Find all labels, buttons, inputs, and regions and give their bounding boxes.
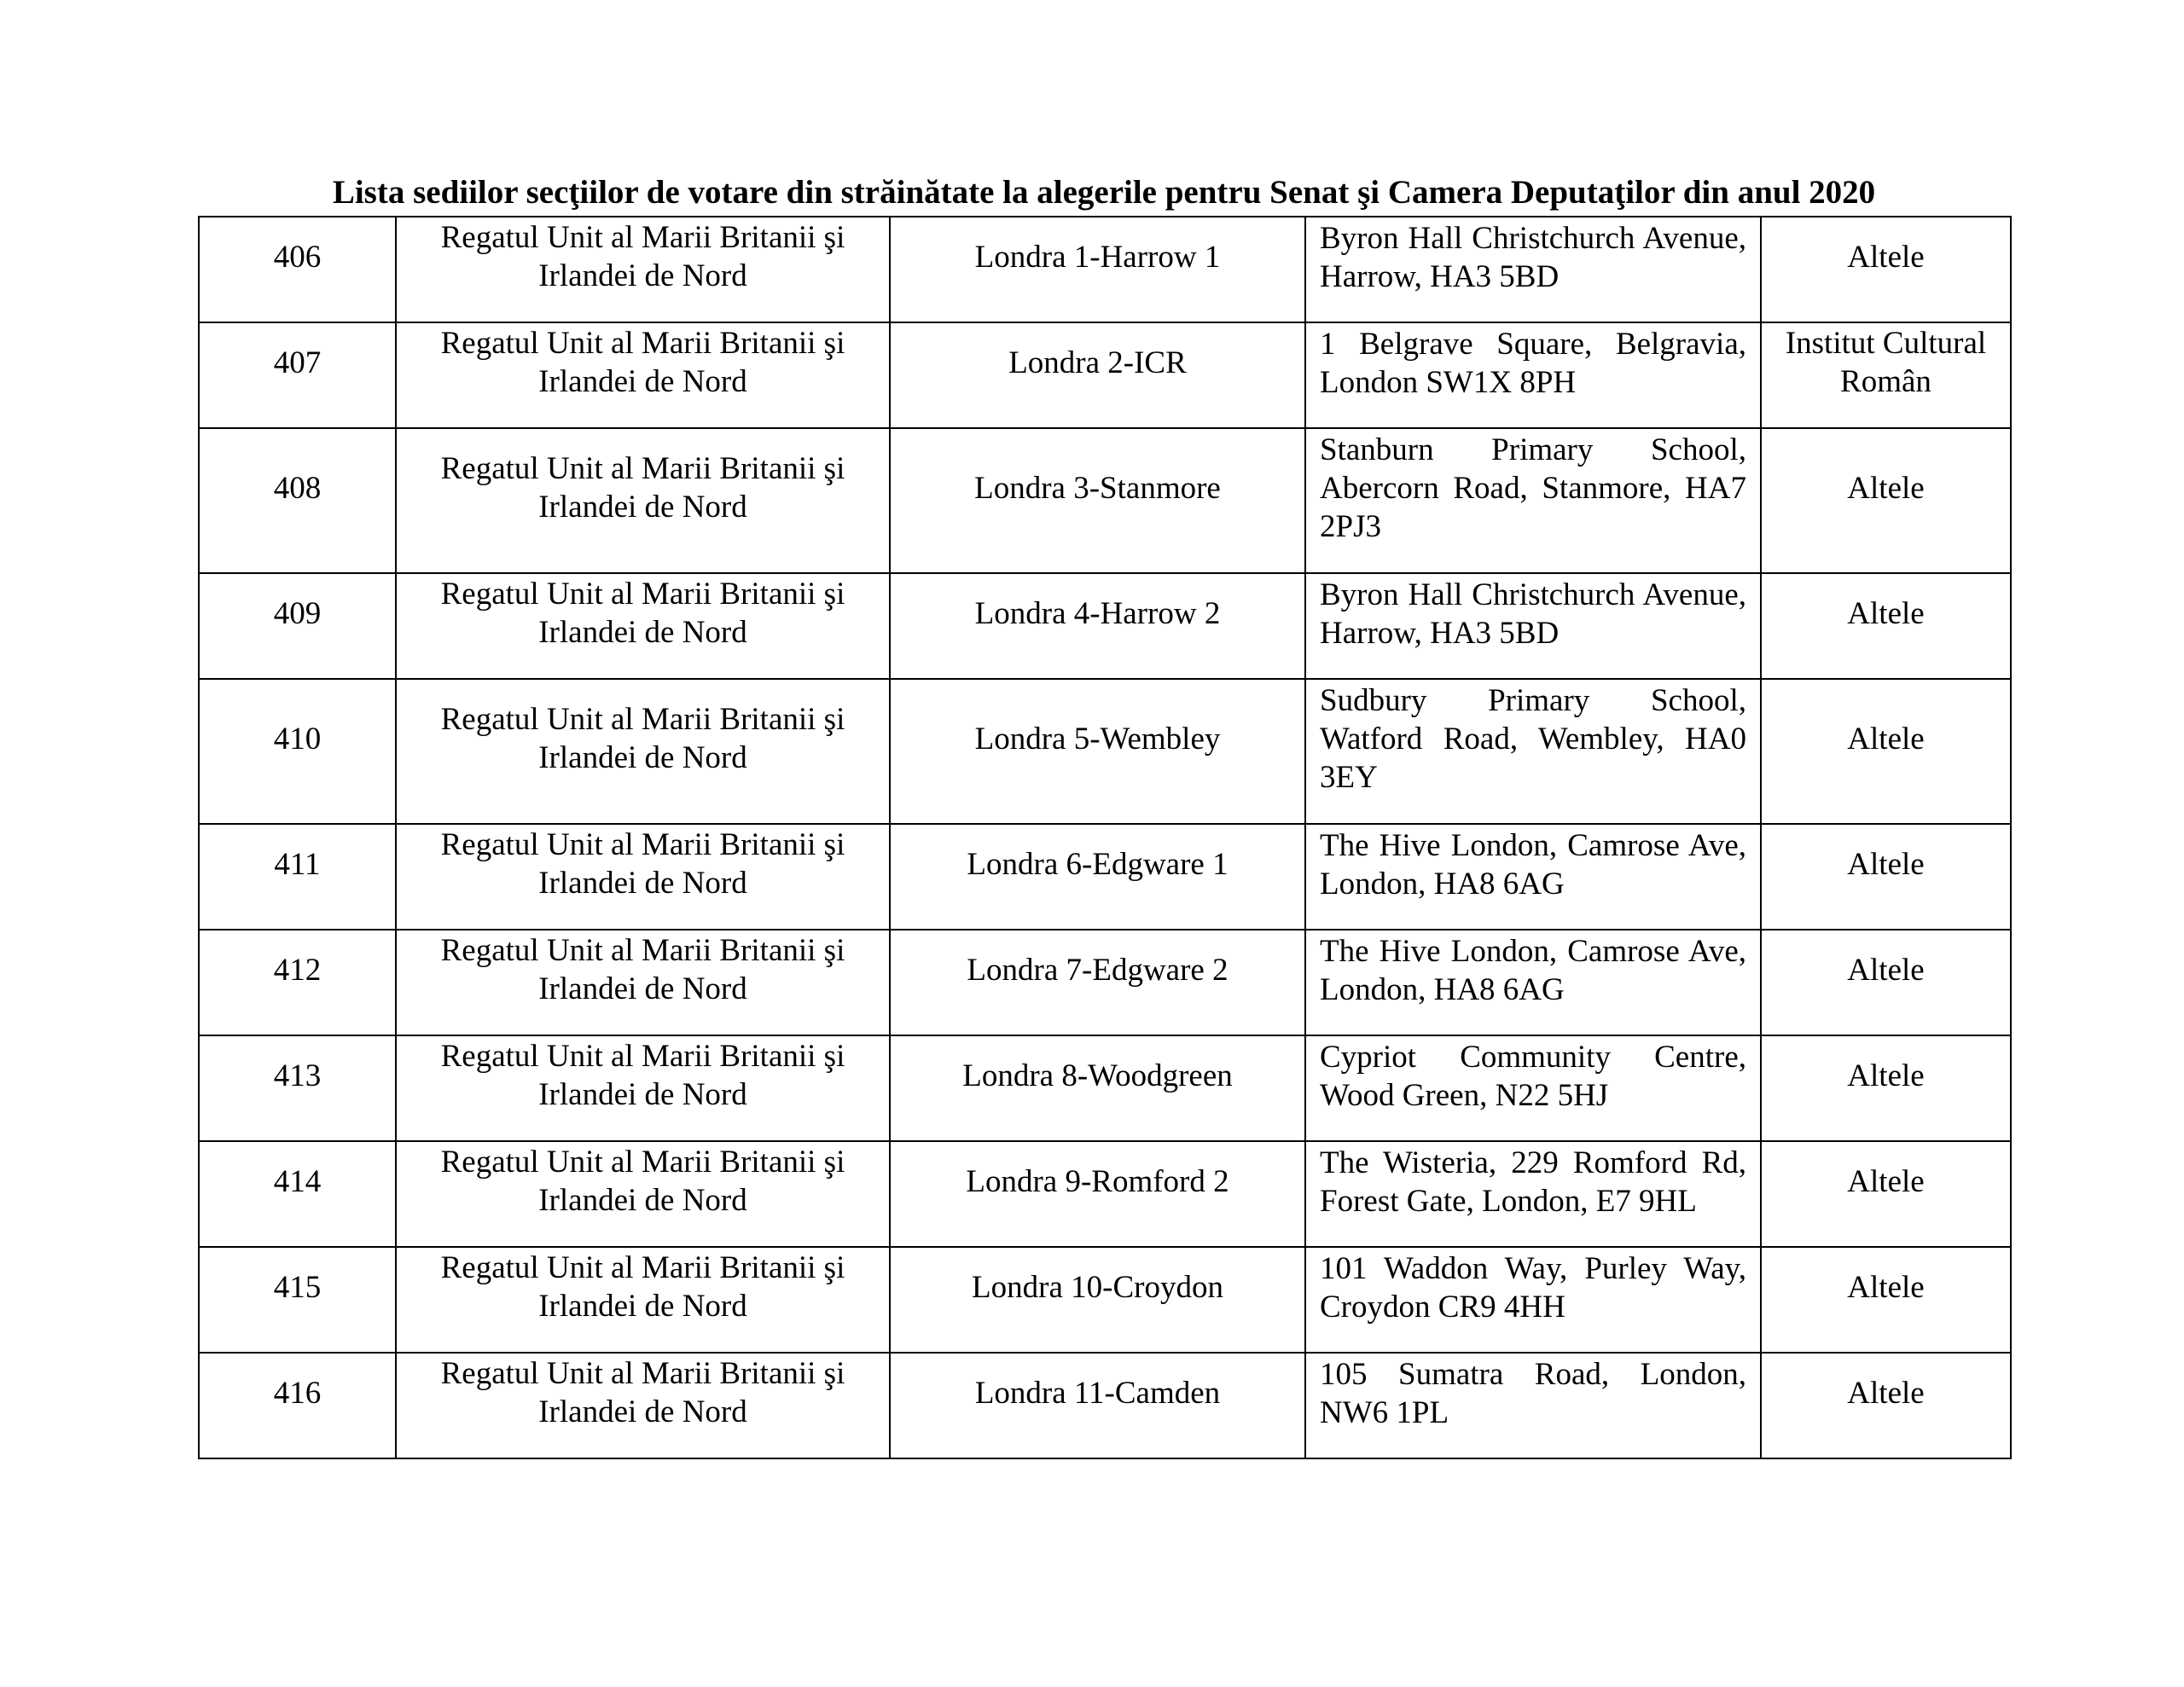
station-name: Londra 4-Harrow 2 bbox=[890, 573, 1305, 679]
station-type: Altele bbox=[1761, 1035, 2011, 1141]
station-country: Regatul Unit al Marii Britanii şi Irlandei de Nord bbox=[396, 217, 890, 322]
station-address: The Wisteria, 229 Romford Rd, Forest Gate, London, E7 9HL bbox=[1305, 1141, 1761, 1247]
station-name: Londra 9-Romford 2 bbox=[890, 1141, 1305, 1247]
station-country: Regatul Unit al Marii Britanii şi Irlandei de Nord bbox=[396, 428, 890, 573]
station-country: Regatul Unit al Marii Britanii şi Irlandei de Nord bbox=[396, 1247, 890, 1353]
station-number: 408 bbox=[199, 428, 396, 573]
station-address: 1 Belgrave Square, Belgravia, London SW1X 8PH bbox=[1305, 322, 1761, 428]
station-address: Byron Hall Christchurch Avenue, Harrow, HA3 5BD bbox=[1305, 217, 1761, 322]
station-type: Altele bbox=[1761, 217, 2011, 322]
table-row bbox=[199, 679, 2011, 824]
station-name: Londra 5-Wembley bbox=[890, 679, 1305, 824]
page-title: Lista sediilor secţiilor de votare din străinătate la alegerile pentru Senat şi Camera Deputaţilor din anul 2020 bbox=[332, 174, 1876, 211]
table-row bbox=[199, 930, 2011, 1035]
polling-stations-table bbox=[198, 216, 2012, 1459]
table-row bbox=[199, 428, 2011, 573]
table-row bbox=[199, 824, 2011, 930]
station-address: Stanburn Primary School, Abercorn Road, Stanmore, HA7 2PJ3 bbox=[1305, 428, 1761, 573]
station-name: Londra 11-Camden bbox=[890, 1353, 1305, 1458]
station-address: 105 Sumatra Road, London, NW6 1PL bbox=[1305, 1353, 1761, 1458]
station-address: Byron Hall Christchurch Avenue, Harrow, HA3 5BD bbox=[1305, 573, 1761, 679]
station-name: Londra 2-ICR bbox=[890, 322, 1305, 428]
station-country: Regatul Unit al Marii Britanii şi Irlandei de Nord bbox=[396, 1035, 890, 1141]
station-name: Londra 8-Woodgreen bbox=[890, 1035, 1305, 1141]
table-row bbox=[199, 1141, 2011, 1247]
station-type: Altele bbox=[1761, 1141, 2011, 1247]
station-type: Altele bbox=[1761, 679, 2011, 824]
station-number: 415 bbox=[199, 1247, 396, 1353]
station-number: 406 bbox=[199, 217, 396, 322]
table-row bbox=[199, 1353, 2011, 1458]
station-country: Regatul Unit al Marii Britanii şi Irlandei de Nord bbox=[396, 1141, 890, 1247]
station-name: Londra 1-Harrow 1 bbox=[890, 217, 1305, 322]
station-country: Regatul Unit al Marii Britanii şi Irlandei de Nord bbox=[396, 322, 890, 428]
station-name: Londra 10-Croydon bbox=[890, 1247, 1305, 1353]
station-address: The Hive London, Camrose Ave, London, HA8 6AG bbox=[1305, 930, 1761, 1035]
station-name: Londra 6-Edgware 1 bbox=[890, 824, 1305, 930]
station-number: 409 bbox=[199, 573, 396, 679]
station-country: Regatul Unit al Marii Britanii şi Irlandei de Nord bbox=[396, 679, 890, 824]
station-type: Altele bbox=[1761, 824, 2011, 930]
table-row bbox=[199, 322, 2011, 428]
station-number: 407 bbox=[199, 322, 396, 428]
station-country: Regatul Unit al Marii Britanii şi Irlandei de Nord bbox=[396, 930, 890, 1035]
station-country: Regatul Unit al Marii Britanii şi Irlandei de Nord bbox=[396, 824, 890, 930]
station-type: Altele bbox=[1761, 428, 2011, 573]
station-number: 414 bbox=[199, 1141, 396, 1247]
table-row bbox=[199, 573, 2011, 679]
station-name: Londra 7-Edgware 2 bbox=[890, 930, 1305, 1035]
station-address: Cypriot Community Centre, Wood Green, N22 5HJ bbox=[1305, 1035, 1761, 1141]
station-address: The Hive London, Camrose Ave, London, HA8 6AG bbox=[1305, 824, 1761, 930]
station-address: 101 Waddon Way, Purley Way, Croydon CR9 4HH bbox=[1305, 1247, 1761, 1353]
station-number: 416 bbox=[199, 1353, 396, 1458]
station-number: 413 bbox=[199, 1035, 396, 1141]
station-number: 410 bbox=[199, 679, 396, 824]
station-type: Altele bbox=[1761, 1247, 2011, 1353]
station-number: 411 bbox=[199, 824, 396, 930]
station-address: Sudbury Primary School, Watford Road, Wembley, HA0 3EY bbox=[1305, 679, 1761, 824]
station-type: Altele bbox=[1761, 1353, 2011, 1458]
station-country: Regatul Unit al Marii Britanii şi Irlandei de Nord bbox=[396, 573, 890, 679]
station-name: Londra 3-Stanmore bbox=[890, 428, 1305, 573]
table-row bbox=[199, 1247, 2011, 1353]
station-number: 412 bbox=[199, 930, 396, 1035]
station-type: Institut Cultural Român bbox=[1761, 322, 2011, 428]
station-type: Altele bbox=[1761, 573, 2011, 679]
table-row bbox=[199, 1035, 2011, 1141]
station-type: Altele bbox=[1761, 930, 2011, 1035]
station-country: Regatul Unit al Marii Britanii şi Irlandei de Nord bbox=[396, 1353, 890, 1458]
table-row bbox=[199, 217, 2011, 322]
